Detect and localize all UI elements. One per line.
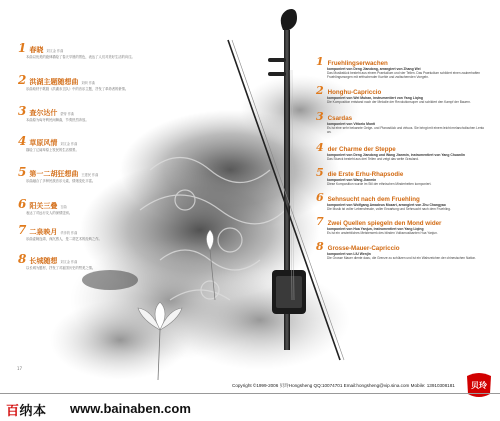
chinese-track-list bbox=[18, 42, 168, 273]
track-item-de bbox=[316, 216, 488, 235]
track-description: 以长城为题材，抒发了对祖国历史的赞美之情。 bbox=[26, 266, 96, 271]
track-title: der Charme der Steppe bbox=[327, 146, 396, 154]
track-item-zh bbox=[18, 42, 168, 60]
track-composer: komponiert von Wolfgang Amadeus Mozart, arrangiert von Zhu Changyao bbox=[327, 203, 446, 208]
track-description: 乐曲融合了多种民族音乐元素，情绪变化丰富。 bbox=[26, 179, 96, 184]
track-title: Grosse-Mauer-Capriccio bbox=[327, 244, 400, 252]
seal-text: 贝玲 bbox=[471, 381, 487, 390]
track-composer: 王建民 作曲 bbox=[81, 173, 99, 178]
track-number: 7 bbox=[18, 222, 27, 237]
track-item-de bbox=[316, 241, 488, 260]
track-composer: komponiert von Deng Jiandong, arrangiert von Zhang Wei bbox=[327, 67, 421, 71]
track-number: 1 bbox=[18, 41, 27, 55]
track-title: die Erste Erhu-Rhapsodie bbox=[327, 171, 404, 179]
track-description: Es ist eine sehr bekannte Geige- und Pianostück und virtuos. Sie bringt mit einem leicht melancholischen Lento an. bbox=[327, 125, 485, 134]
track-description: 表达了对远行友人的深情送别。 bbox=[26, 210, 73, 215]
track-description: 描绘了辽阔草原上牧民的生活情景。 bbox=[26, 147, 79, 152]
track-number: 2 bbox=[18, 72, 27, 87]
track-composer: 刘文金 作曲 bbox=[46, 49, 64, 53]
track-description: Diese Komposition wurde im Stil der ethnischen Minderheiten komponiert. bbox=[327, 182, 432, 187]
track-number: 2 bbox=[316, 84, 324, 98]
erhu-peg bbox=[268, 58, 286, 62]
track-title: 长城随想 bbox=[29, 256, 58, 266]
track-composer: komponiert von Hua Yanjun, instrumentiert von Yang Liqing bbox=[327, 226, 424, 231]
track-item-zh bbox=[18, 135, 168, 153]
track-description: Es ist ein unsterbliches Meisterwerk des blinden Volksmusikanten Hua Yanjun. bbox=[327, 230, 438, 235]
track-item-de bbox=[316, 167, 488, 186]
track-description: Die Komposition entstand nach der Melodie der Revolutionsoper und schildert den Kampf der Bauern. bbox=[327, 100, 471, 105]
copyright-line: Copyright ©1999-2006 贝玲Hongsheng QQ:10074701 Email:hongsheng@vip.sina.com Mobile: 13910308181 bbox=[232, 383, 455, 388]
track-description: Das Musikstück besteht aus einem Praeludium und vier Teilen. Das Praeludium schildert einen zauberhaften Fruehlingsmorgen mit erfrischender Kuehle und zwitschernden Voegeln. bbox=[327, 71, 481, 80]
track-title: Sehnsucht nach dem Fruehling bbox=[327, 196, 420, 204]
watermark-brand-rest: 纳本 bbox=[19, 404, 47, 419]
track-composer: 刘炽 作曲 bbox=[81, 80, 96, 85]
track-composer: komponiert von Deng Jiandong und Wang Jianmin, instrumentiert von Yang Chuanlin bbox=[327, 153, 465, 158]
lotus-leaf bbox=[82, 270, 138, 290]
track-item-zh bbox=[18, 74, 168, 92]
track-composer: komponiert von Vittorio Monti bbox=[327, 121, 376, 126]
track-description: Das Stueck besteht aus drei Teilen und zeigt das weite Grasland. bbox=[327, 157, 419, 162]
track-item-de bbox=[316, 192, 488, 211]
track-title: 查尔达什 bbox=[29, 108, 58, 118]
track-composer: komponiert von Wang Jianmin bbox=[327, 178, 377, 183]
track-description: 乐曲委婉连绵，深沉感人，是二胡艺术的经典之作。 bbox=[26, 236, 102, 241]
track-number: 5 bbox=[18, 165, 27, 180]
track-title: 草原风情 bbox=[29, 137, 58, 147]
track-title: Csardas bbox=[327, 114, 353, 122]
track-composer: 古曲 bbox=[60, 204, 67, 209]
track-composer: komponiert von Wei Muhan, instrumentiert von Yang Liqing bbox=[327, 96, 423, 101]
track-number: 8 bbox=[316, 239, 324, 253]
track-number: 4 bbox=[18, 133, 27, 148]
track-description: 本曲以优美的旋律描绘了春天早晨的景色，表达了人们对美好生活的向往。 bbox=[26, 55, 135, 59]
track-description: 乐曲取材于歌剧《洪湖赤卫队》中的音乐主题，抒发了革命者的豪情。 bbox=[26, 86, 129, 91]
track-composer: 蒙蒂 作曲 bbox=[60, 112, 75, 117]
red-seal-stamp-icon bbox=[465, 372, 493, 398]
track-title: Honghu-Capriccio bbox=[327, 89, 382, 97]
track-item-zh bbox=[18, 105, 168, 123]
erhu-peg bbox=[268, 72, 286, 76]
track-description: 本曲原为匈牙利民间舞曲，节奏热烈奔放。 bbox=[26, 118, 89, 123]
ink-wash-cloud bbox=[170, 270, 350, 370]
track-description: Die Musik ist voller Lebensfreude, voller Erwartung und Sehnsucht nach dem Fruehling. bbox=[327, 207, 451, 212]
track-number: 7 bbox=[316, 214, 324, 228]
track-description: Die Grosse Mauer diente dazu, die Grenze zu schützen und ist ein Wahrzeichen der chinesischen Nation. bbox=[327, 255, 477, 260]
track-number: 4 bbox=[316, 141, 324, 155]
erhu-head bbox=[281, 9, 297, 30]
german-track-list bbox=[316, 56, 488, 262]
track-title: 二泉映月 bbox=[29, 226, 58, 236]
track-title: 阳关三叠 bbox=[29, 200, 58, 210]
page-number: 17 bbox=[17, 366, 23, 371]
ink-wash-cloud bbox=[50, 300, 190, 380]
track-number: 6 bbox=[18, 196, 27, 211]
track-composer: komponiert von LIU Wenjin bbox=[327, 251, 371, 256]
track-item-zh bbox=[18, 253, 168, 271]
track-item-de bbox=[316, 85, 488, 104]
track-item-de bbox=[316, 142, 488, 161]
erhu-soundbox-face bbox=[276, 276, 302, 308]
track-item-de bbox=[316, 111, 488, 134]
watermark-url: www.bainaben.com bbox=[70, 401, 191, 416]
track-title: 洪湖主题随想曲 bbox=[29, 76, 79, 86]
track-title: Zwei Quellen spiegeln den Mond wider bbox=[327, 219, 442, 227]
track-item-zh bbox=[18, 166, 168, 184]
track-number: 6 bbox=[316, 191, 324, 205]
track-title: 春晓 bbox=[29, 45, 44, 54]
track-number: 5 bbox=[316, 166, 324, 180]
track-composer: 华彦钧 作曲 bbox=[60, 230, 78, 235]
track-number: 3 bbox=[316, 109, 324, 123]
track-number: 1 bbox=[316, 55, 324, 68]
track-item-zh bbox=[18, 198, 168, 216]
watermark-brand-red: 百 bbox=[6, 404, 20, 419]
track-item-zh bbox=[18, 224, 168, 242]
track-composer: 刘文金 作曲 bbox=[60, 260, 78, 265]
track-title: Fruehlingserwachen bbox=[327, 60, 388, 67]
track-item-de bbox=[316, 56, 488, 79]
track-number: 8 bbox=[18, 252, 27, 267]
watermark-logo bbox=[6, 400, 47, 419]
footer-divider bbox=[0, 393, 500, 394]
track-title: 第一二胡狂想曲 bbox=[29, 169, 79, 179]
track-number: 3 bbox=[18, 104, 27, 119]
track-composer: 刘文金 作曲 bbox=[60, 141, 78, 146]
